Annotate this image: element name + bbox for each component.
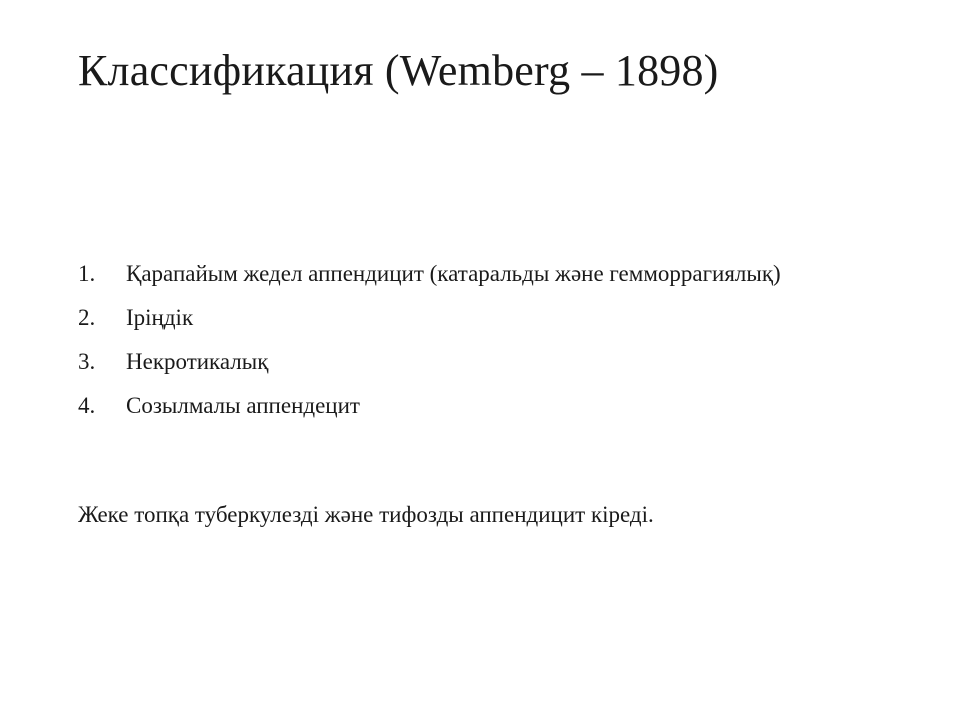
list-item-number: 4. bbox=[78, 393, 96, 418]
list-item-text: Некротикалық bbox=[126, 349, 269, 374]
list-item-text: Қарапайым жедел аппендицит (катаральды және гемморрагиялық) bbox=[126, 261, 781, 286]
list-item-number: 3. bbox=[78, 349, 96, 374]
slide-title: Классификация (Wemberg – 1898) bbox=[78, 46, 719, 95]
list-item bbox=[78, 301, 838, 335]
list-item bbox=[78, 257, 838, 291]
list-item-number: 2. bbox=[78, 305, 96, 330]
slide-note: Жеке топқа туберкулезді және тифозды аппендицит кіреді. bbox=[78, 502, 654, 527]
list-item-text: Созылмалы аппендецит bbox=[126, 393, 360, 418]
list-item-number: 1. bbox=[78, 261, 96, 286]
classification-list bbox=[78, 257, 838, 433]
list-item bbox=[78, 345, 838, 379]
list-item-text: Іріңдік bbox=[126, 305, 194, 330]
list-item bbox=[78, 389, 838, 423]
